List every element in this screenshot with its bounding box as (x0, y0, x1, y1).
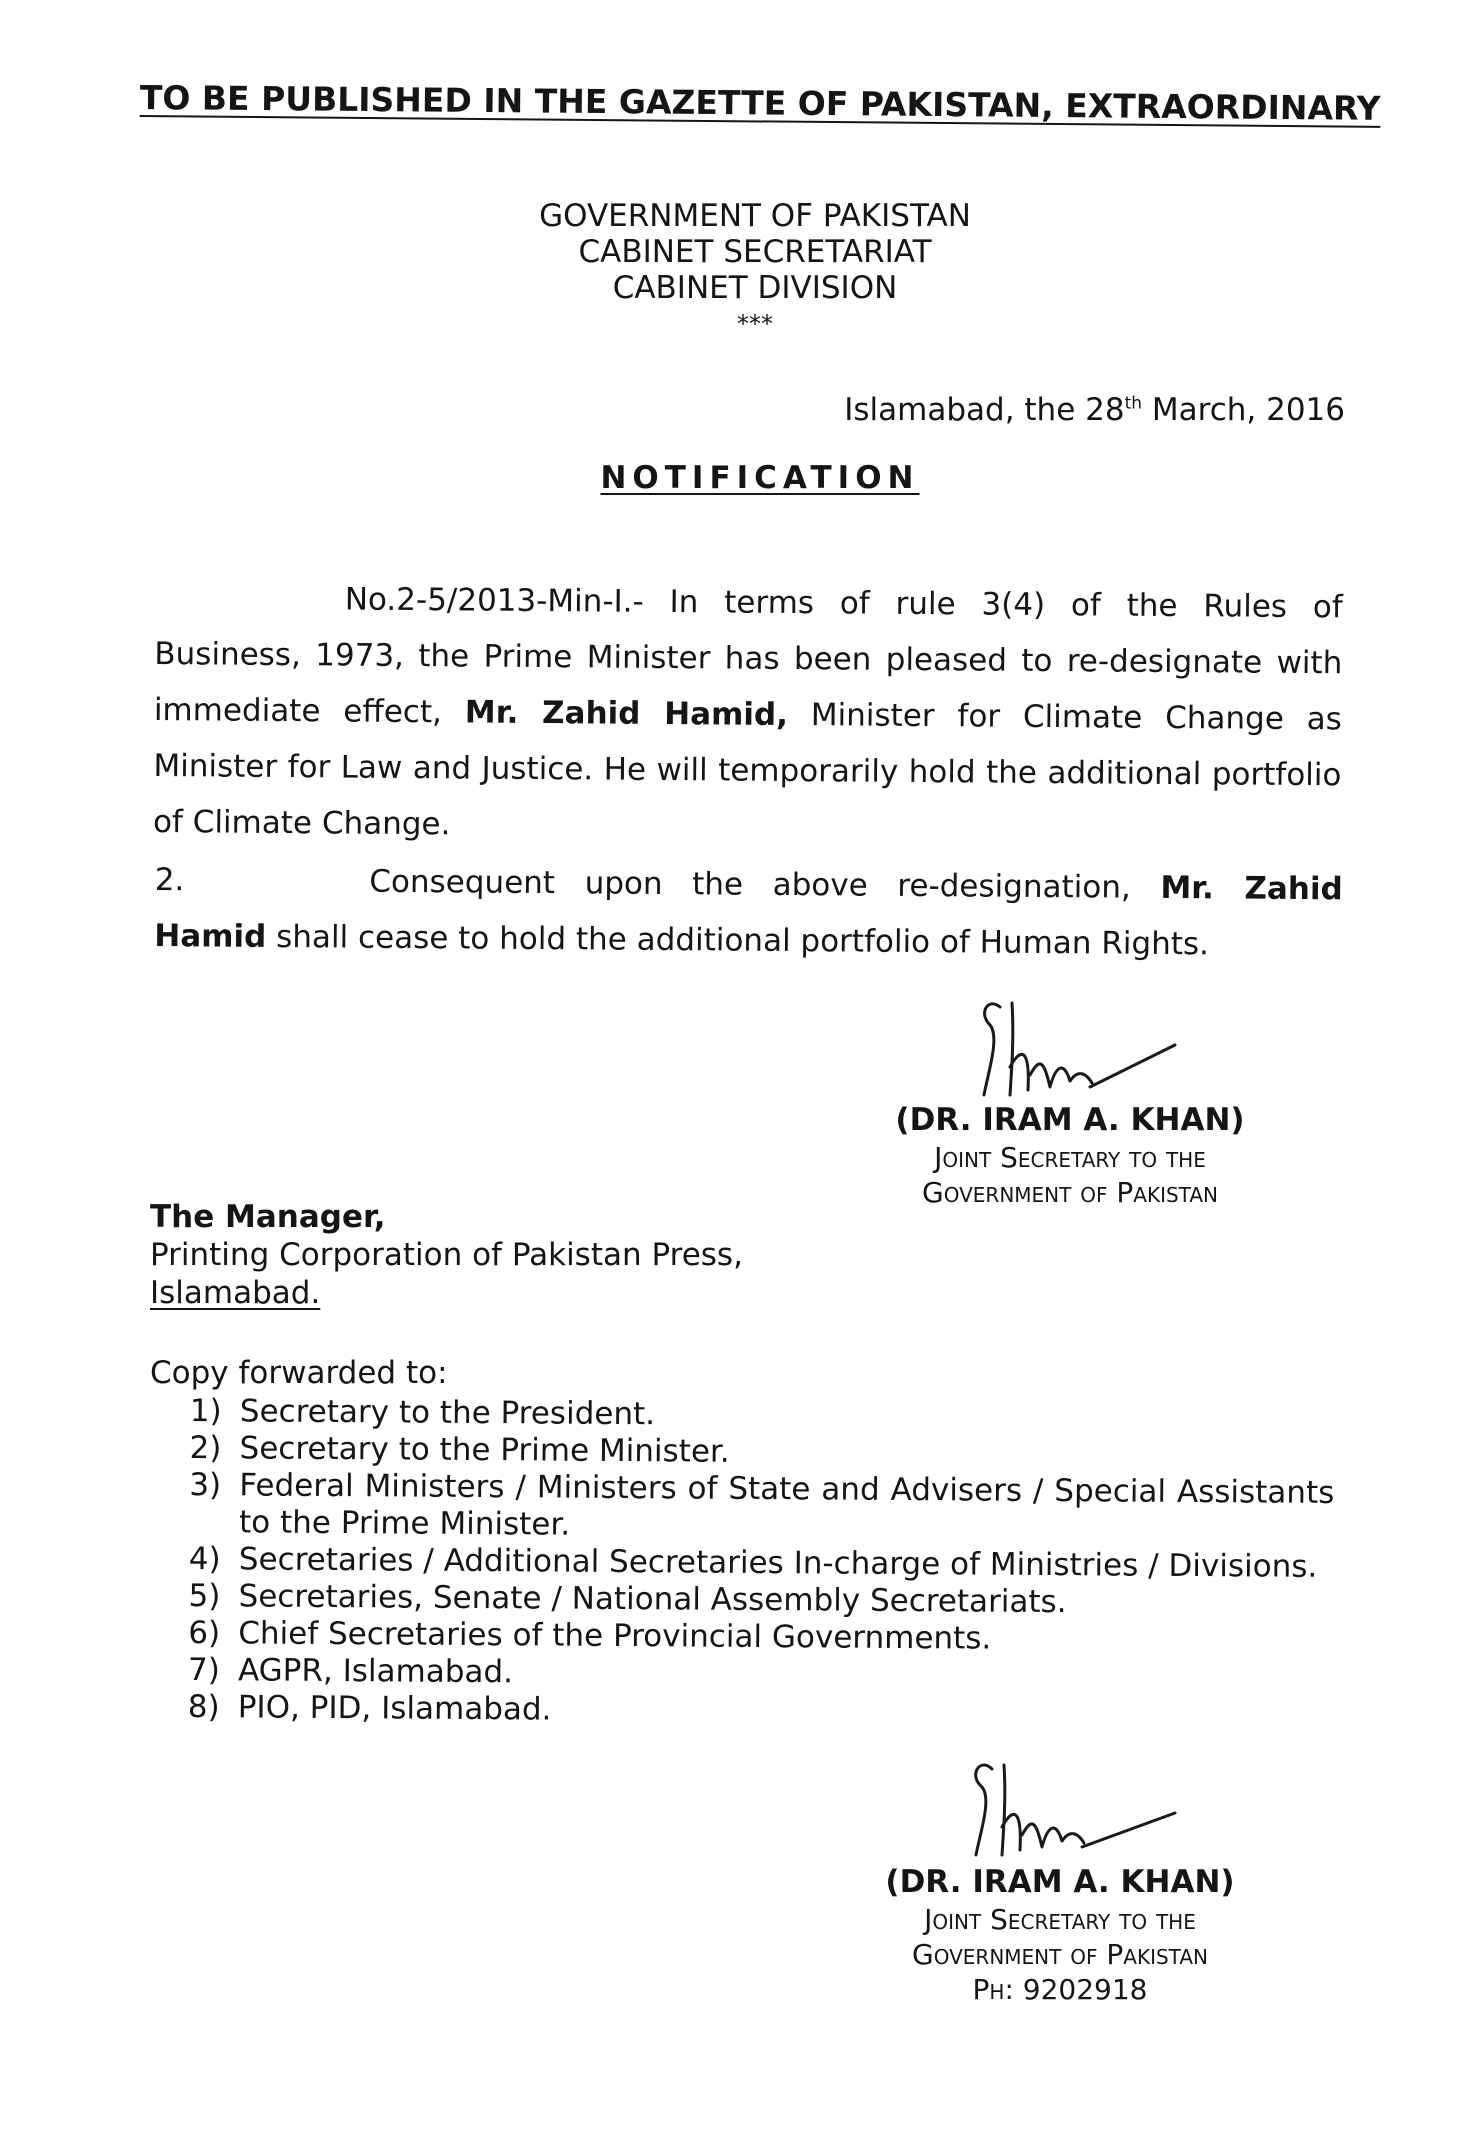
org-division: CABINET DIVISION (612, 270, 898, 306)
copy-forwarded-label: Copy forwarded to: (150, 1355, 448, 1391)
signature-2-block (870, 1862, 1250, 2007)
signature-2-scribble (960, 1755, 1190, 1875)
addressee-line-1: Printing Corporation of Pakistan Press, (150, 1237, 743, 1273)
signatory-phone: Ph: 9202918 (972, 1973, 1148, 2006)
copy-list (188, 1393, 1335, 1734)
signatory-designation: Joint Secretary to the (934, 1141, 1206, 1174)
list-item: 8) PIO, PID, Islamabad. (187, 1688, 552, 1728)
addressee-line-2: Islamabad. (150, 1275, 321, 1311)
gazette-heading: TO BE PUBLISHED IN THE GAZETTE OF PAKISTAN, EXTRAORDINARY (139, 78, 1381, 128)
org-stars: *** (737, 310, 773, 338)
addressee-title: The Manager, (150, 1199, 386, 1235)
signatory-name: (DR. IRAM A. KHAN) (885, 1864, 1235, 1900)
signature-1-block (880, 1100, 1260, 1210)
addressee-block (150, 1198, 743, 1312)
paragraph-2: 2. Consequent upon the above re-designation, Mr. Zahid Hamid shall cease to hold the additional portfolio of Human Rights. (154, 861, 1343, 963)
org-government: GOVERNMENT OF PAKISTAN (539, 198, 971, 234)
signatory-designation: Joint Secretary to the (924, 1903, 1196, 1936)
signatory-organisation: Government of Pakistan (922, 1176, 1218, 1209)
signatory-name: (DR. IRAM A. KHAN) (895, 1102, 1245, 1138)
issue-date: Islamabad, the 28th March, 2016 (844, 392, 1345, 428)
list-item: 3) Federal Ministers / Ministers of State and Advisers / Special Assistants to the Prime Minister. (189, 1466, 1335, 1543)
paragraph-1: No.2-5/2013-Min-I.- In terms of rule 3(4) of the Rules of Business, 1973, the Prime Minister has been pleased to re-designate with immediate effect, Mr. Zahid Hamid, Minister for Climate Change as Minister for Law and Justice. He will temporarily hold the additional portfolio of Climate Change. (152, 581, 1343, 843)
notification-title: NOTIFICATION (600, 460, 920, 496)
signature-1-scribble (970, 995, 1190, 1115)
org-secretariat: CABINET SECRETARIAT (578, 234, 932, 270)
list-item: 1) Secretary to the President. (189, 1393, 656, 1433)
list-item: 6) Chief Secretaries of the Provincial Governments. (188, 1614, 992, 1657)
list-item: 7) AGPR, Islamabad. (187, 1651, 514, 1691)
list-item: 2) Secretary to the Prime Minister. (189, 1429, 730, 1470)
signatory-organisation: Government of Pakistan (912, 1938, 1208, 1971)
list-item: 4) Secretaries / Additional Secretaries In-charge of Ministries / Divisions. (188, 1540, 1318, 1585)
list-item: 5) Secretaries, Senate / National Assembly Secretariats. (188, 1577, 1067, 1621)
